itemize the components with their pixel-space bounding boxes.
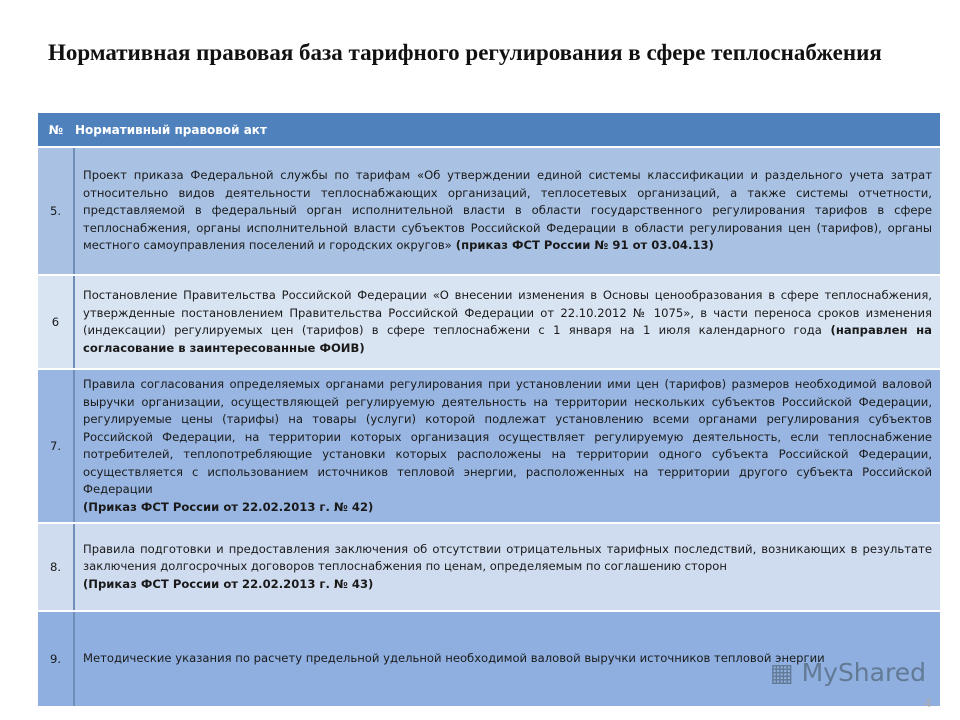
act-reference: (направлен на согласование в заинтересованные ФОИВ)	[83, 323, 932, 355]
row-text	[74, 369, 940, 523]
act-text: Проект приказа Федеральной службы по тарифам «Об утверждении единой системы классификации и раздельного учета затрат относительно видов деятельности теплоснабжающих организаций, теплосетевых организаций, а также системы отчетности, представляемой в федеральный орган исполнительной власти в области государственного регулирования тарифов в сфере теплоснабжения, органы исполнительной власти субъектов Российской Федерации в области регулирования цен (тарифов), органы местного самоуправления поселений и городских округов»	[83, 168, 932, 253]
row-text	[74, 275, 940, 369]
watermark-text: MyShared	[801, 658, 926, 687]
row-text	[74, 523, 940, 611]
table-header	[38, 113, 940, 147]
row-number: 8.	[38, 523, 74, 611]
row-number: 5.	[38, 147, 74, 275]
table-row	[38, 275, 940, 369]
table-row	[38, 523, 940, 611]
act-reference: (приказ ФСТ России № 91 от 03.04.13)	[451, 238, 714, 253]
header-act: Нормативный правовой акт	[74, 113, 940, 147]
presentation-icon: ▦	[770, 658, 794, 687]
row-number: 7.	[38, 369, 74, 523]
row-number: 9.	[38, 611, 74, 707]
row-text	[74, 147, 940, 275]
page-number: 4	[924, 696, 932, 710]
act-text: Постановление Правительства Российской Федерации «О внесении изменения в Основы ценообразования в сфере теплоснабжения, утвержденные постановлением Правительства Российской Федерации от 22.10.2012 № 1075», в части переноса сроков изменения (индексации) регулируемых цен (тарифов) в сфере теплоснабжени с 1 января на 1 июля календарного года	[83, 288, 932, 337]
regulatory-acts-table	[38, 113, 940, 708]
act-text: Методические указания по расчету предельной удельной необходимой валовой выручки источников тепловой энергии	[83, 651, 825, 666]
act-text: Правила подготовки и предоставления заключения об отсутствии отрицательных тарифных последствий, возникающих в результате заключения долгосрочных договоров теплоснабжения по ценам, определяемым по соглашению сторон	[83, 541, 932, 574]
act-reference: (Приказ ФСТ России от 22.02.2013 г. № 43)	[83, 576, 374, 591]
table-row	[38, 147, 940, 275]
header-number: №	[38, 113, 74, 147]
act-reference: (Приказ ФСТ России от 22.02.2013 г. № 42)	[83, 499, 374, 514]
row-number: 6	[38, 275, 74, 369]
table-row	[38, 369, 940, 523]
watermark-logo	[770, 658, 926, 687]
page-title: Нормативная правовая база тарифного регулирования в сфере теплоснабжения	[48, 40, 882, 65]
act-text: Правила согласования определяемых органами регулирования при установлении ими цен (тарифов) размеров необходимой валовой выручки организации, осуществляющей регулируемую деятельность на территории нескольких субъектов Российской Федерации, регулируемые цены (тарифы) на товары (услуги) которой подлежат установлению всеми органами регулирования субъектов Российской Федерации, на территории которых организация осуществляет регулируемую деятельность, если теплоснабжение потребителей, теплопотребляющие установки которых расположены на территории одного субъекта Российской Федерации, осуществляется с использованием источников тепловой энергии, расположенных на территории другого субъекта Российской Федерации	[83, 377, 932, 496]
